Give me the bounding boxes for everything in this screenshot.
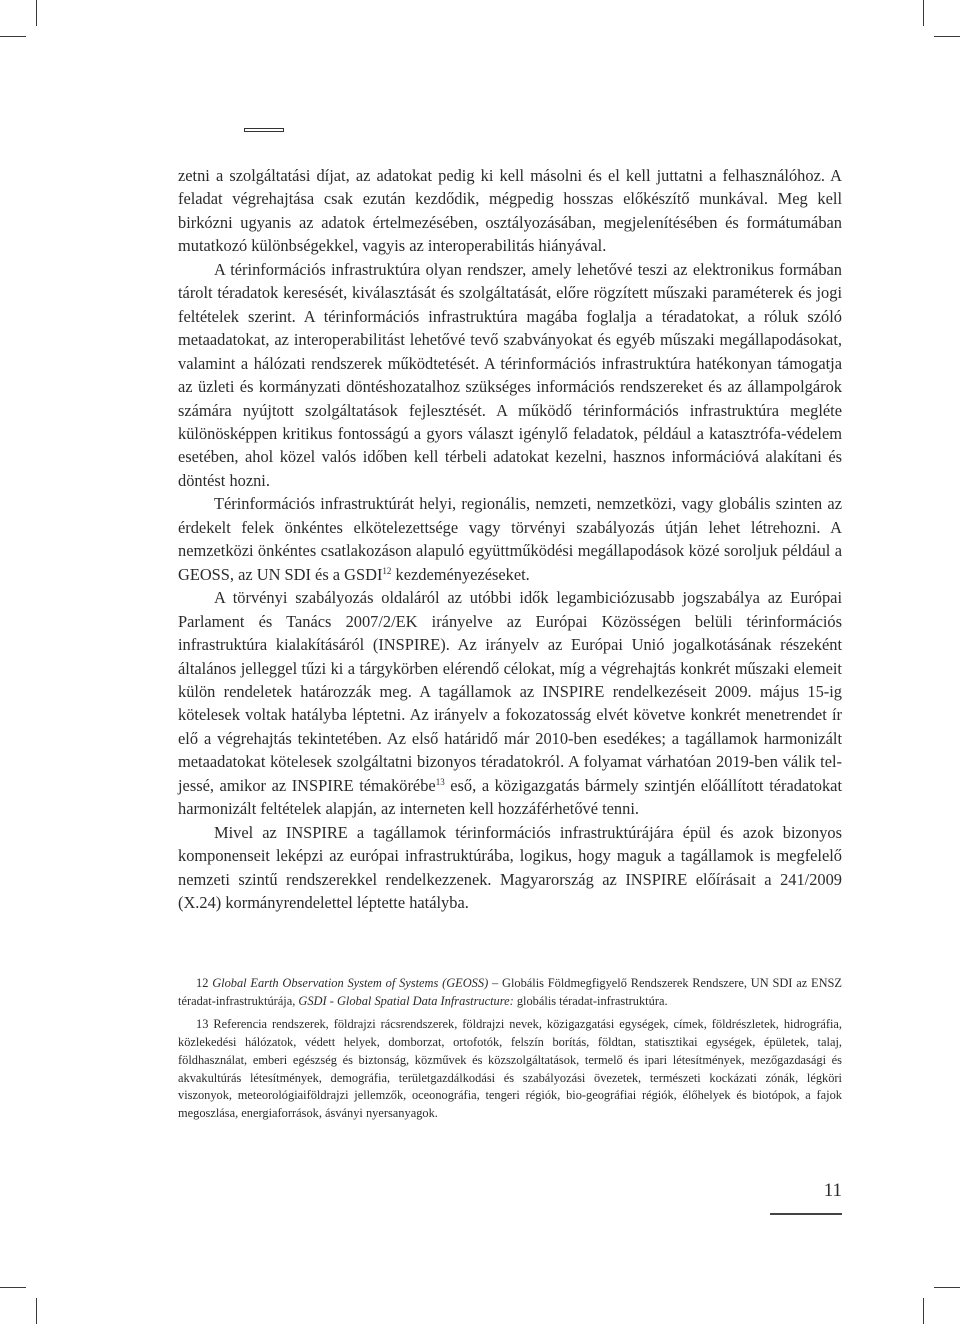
- footnote-13: 13 Referencia rendszerek, földrajzi rácsrendszerek, földrajzi nevek, közigazgatási egységek, címek, földrészletek, hidrográfia, közlekedési hálózatok, védett helyek, domborzat, ortofotók, felszín borítás, földtan, statisztikai egységek, épületek, talaj, földhasználat, emberi egészség és biztonság, közművek és közszolgáltatások, termelő és ipari létesítmények, mezőgazdasági és akvakultúrás létesítmények, demográfia, területgazdálkodási és szabályozási övezetek, természeti kockázati zónák, légköri viszonyok, meteorológiaiföldrajzi jellemzők, oceonográfia, tengeri régiók, bio-geográfiai régiók, élőhelyek és biotópok, a fajok megoszlása, energiaforrások, ásványi nyersanyagok.: [178, 1017, 842, 1120]
- crop-mark-top-left-v: [36, 0, 37, 26]
- paragraph-2: A térinformációs infrastruktúra olyan rendszer, amely lehetővé teszi az elektronikus formában tárolt téradatok keresését, kiválasztását és szolgáltatását, előre rögzített műszaki paraméterek és jogi feltételek szerint. A térinformációs infrastruktúra magába foglalja a téradatokat, a róluk szóló metaadatokat, az interoperabilitást lehetővé tevő szabványokat és egyéb műszaki megállapodásokat, valamint a hálózati rendszerek működtetését. A térinformációs infrastruktúra hatékonyan támogatja az üzleti és kormányzati döntéshozatalhoz szükséges információs rendszereket és az állampolgárok számára nyújtott szolgáltatások fejlesztését. A működő térinformációs infrastruktúra megléte különösképpen kritikus fontosságú a gyors választ igénylő feladatok, például a katasztrófa-védelem esetében, ahol közel valós időben kell térbeli adatokat kezelni, hasznos információvá alakítani és döntést hozni.: [178, 259, 842, 490]
- crop-mark-bottom-right-v: [923, 1298, 924, 1324]
- crop-mark-bottom-right-h: [934, 1287, 960, 1288]
- footnote-12-gsdi-title: GSDI - Global Spatial Data Infrastructure:: [298, 993, 514, 1008]
- footnote-ref-13[interactable]: 13: [435, 776, 445, 787]
- footnote-12-number: 12: [196, 976, 209, 990]
- footnote-12-text-a: – Globális Földmegfigyelő Rendszerek Rendszere, UN SDI az ENSZ téradat-infrastruktúrája,: [178, 976, 842, 1008]
- paragraph-5: Mivel az INSPIRE a tagállamok térinformációs infrastruktúrájára épül és azok bizonyos komponenseit leképzi az európai infrastruktúrába, logikus, hogy maguk a tagállamok is megfelelő nemzeti szintű rendszerekkel rendelkezzenek. Magyarország az INSPIRE előírásait a 241/2009 (X.24) kormányrendelettel léptette hatályba.: [178, 822, 842, 913]
- crop-mark-top-right-v: [923, 0, 924, 26]
- paragraph-4: [178, 586, 842, 821]
- footnote-12: [178, 975, 842, 1010]
- header-decoration: [244, 128, 284, 132]
- paragraph-4-text-a: A törvényi szabályozás oldaláról az utóbbi idők legambiciózusabb jogszabálya az Európai Parlament és Tanács 2007/2/EK irányelve az Európai Közösségen belüli térinformációs infrastruktúra kialakításáról (INSPIRE). Az irányelv az Európai Unió jogalkotásának részeként általános jelleggel tűzi ki a tárgykörben elérendő célokat, míg a végrehajtás konkrét műszaki elemeit külön rendeletek határozzák meg. A tagállamok az INSPIRE rendelkezéseit 2009. május 15-ig kötelesek voltak hatályba léptetni. Az irányelv a fokozatosság elvét követve konkrét menetrendet ír elő a végrehajtás tekintetében. Az első határidő már 2010-ben esedékes; a tagállamok harmonizált metaadatokat kötelesek szolgáltatni bizonyos téradatokról. A folyamat várhatóan 2019-ben válik teljessé, amikor az INSPIRE témakörébe: [178, 588, 842, 795]
- paragraph-1: zetni a szolgáltatási díjat, az adatokat pedig ki kell másolni és el kell juttatni a felhasználóhoz. A feladat végrehajtása csak ezután kezdődik, mégpedig hosszas előkészítő munkával. Meg kell birkózni ugyanis az adatok értelmezésében, osztályozásában, megjelenítésében és formátumában mutatkozó különbségekkel, vagyis az interoperabilitás hiányával.: [178, 166, 842, 256]
- page-number: 11: [823, 1180, 842, 1201]
- crop-mark-bottom-left-v: [36, 1298, 37, 1324]
- paragraph-3-text-b: kezdeményezéseket.: [391, 564, 530, 584]
- crop-mark-top-left-h: [0, 36, 26, 37]
- footnote-12-text-b: globális téradat-infrastruktúra.: [513, 993, 668, 1008]
- page-number-rule: [770, 1213, 842, 1215]
- crop-mark-bottom-left-h: [0, 1287, 26, 1288]
- footnote-ref-12[interactable]: 12: [382, 565, 392, 576]
- footnote-12-geoss-title: Global Earth Observation System of Systems (GEOSS): [212, 976, 489, 990]
- footnotes: [178, 975, 842, 1129]
- paragraph-3: [178, 492, 842, 586]
- paragraph-3-text-a: Térinformációs infrastruktúrát helyi, regionális, nemzeti, nemzetközi, vagy globális szinten az érdekelt felek önkéntes elkötelezettsége vagy törvényi szabályozás útján lehet létrehozni. A nemzetközi önkéntes csatlakozáson alapuló együttműködési megállapodások közé soroljuk például a GEOSS, az UN SDI és a GSDI: [178, 494, 842, 584]
- crop-mark-top-right-h: [934, 36, 960, 37]
- paragraph-4-text-b: eső, a közigazgatás bármely szintjén előállított téradatokat harmonizált feltételek alapján, az interneten kell hozzáférhetővé tenni.: [178, 775, 843, 819]
- body-text: [178, 164, 842, 915]
